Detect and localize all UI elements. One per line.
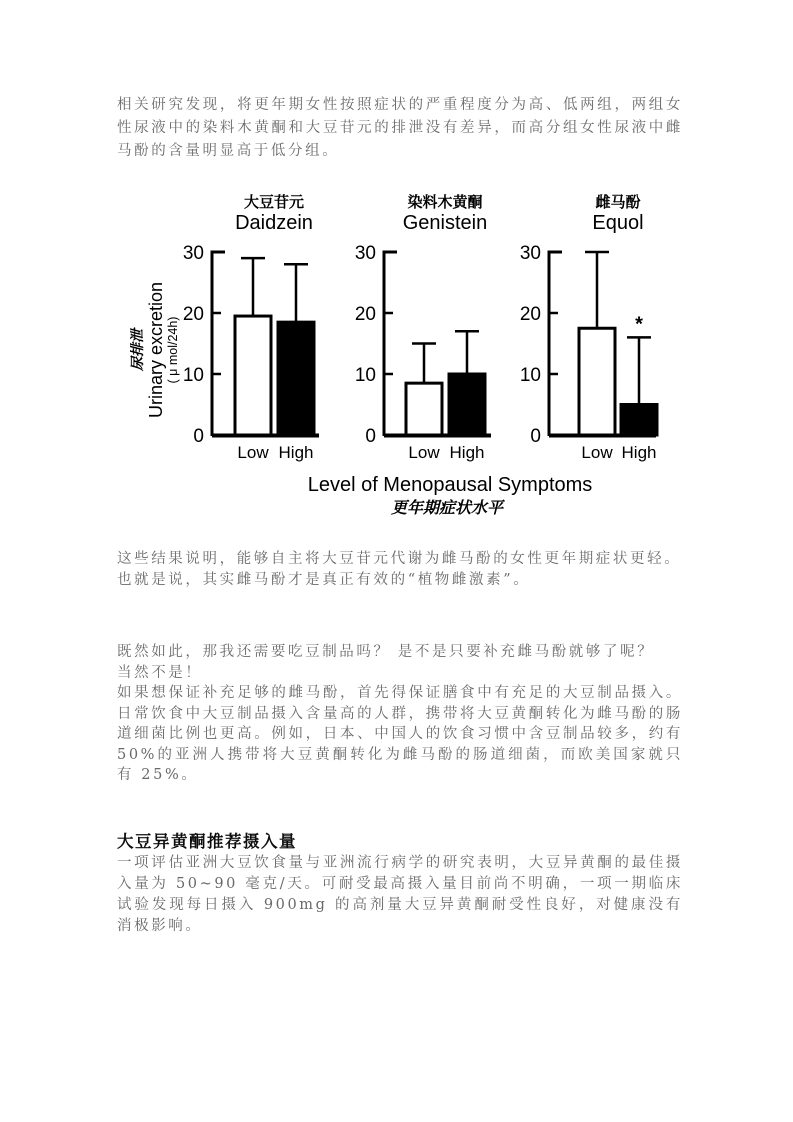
category-label: High xyxy=(278,443,314,462)
bar-high xyxy=(449,374,485,435)
results-block xyxy=(117,549,683,591)
category-label: Low xyxy=(581,443,613,462)
panel-genistein xyxy=(355,193,491,462)
bar-low xyxy=(579,328,615,435)
result-paragraph-1: 这些结果说明，能够自主将大豆苷元代谢为雌马酚的女性更年期症状更轻。 xyxy=(117,551,682,567)
y-axis-label-zh: 尿排泄 xyxy=(130,329,146,371)
panel-equol xyxy=(520,193,657,462)
panel-title-en: Equol xyxy=(592,212,644,234)
question-block xyxy=(117,642,683,786)
bar-chart-figure xyxy=(120,190,680,530)
result-paragraph-2: 也就是说，其实雌马酚才是真正有效的“植物雌激素”。 xyxy=(117,572,531,588)
y-tick-label: 20 xyxy=(354,304,376,325)
y-axis-label xyxy=(129,282,180,418)
intro-paragraph: 相关研究发现，将更年期女性按照症状的严重程度分为高、低两组，两组女性尿液中的染料木黄酮和大豆苷元的排泄没有差异，而高分组女性尿液中雌马酚的含量明显高于低分组。 xyxy=(117,97,683,159)
y-tick-label: 30 xyxy=(182,243,204,264)
panel-title-zh: 染料木黄酮 xyxy=(407,193,483,211)
y-tick-label: 0 xyxy=(365,426,376,447)
y-tick-label: 0 xyxy=(530,426,541,447)
category-label: High xyxy=(449,443,485,462)
panel-title-en: Genistein xyxy=(402,212,488,234)
panel-title-en: Daidzein xyxy=(235,212,313,234)
y-axis xyxy=(384,252,397,436)
x-axis-caption-zh: 更年期症状水平 xyxy=(390,498,504,517)
y-tick-label: 0 xyxy=(193,426,204,447)
urinary-excretion-chart xyxy=(120,190,680,530)
y-tick-label: 30 xyxy=(354,243,376,264)
y-axis-label-en: Urinary excretion xyxy=(146,281,166,419)
recommendation-paragraph: 一项评估亚洲大豆饮食量与亚洲流行病学的研究表明，大豆异黄酮的最佳摄入量为 50~90 毫克/天。可耐受最高摄入量目前尚不明确，一项一期临床试验发现每日摄入 900mg 的高剂量大豆异黄酮耐受性良好，对健康没有消极影响。 xyxy=(117,855,683,934)
y-tick-label: 10 xyxy=(354,365,376,386)
question-paragraph: 既然如此，那我还需要吃豆制品吗？ 是不是只要补充雌马酚就够了呢？ xyxy=(117,644,655,660)
bar-low xyxy=(235,316,271,435)
y-tick-label: 10 xyxy=(182,365,204,386)
panel-daidzein xyxy=(183,193,319,462)
answer-paragraph: 当然不是！ xyxy=(117,664,203,681)
y-axis xyxy=(549,252,562,436)
significance-star: * xyxy=(635,313,643,336)
y-tick-label: 20 xyxy=(182,304,204,325)
category-label: Low xyxy=(237,443,269,462)
y-axis-label-unit: ( μ mol/24h) xyxy=(166,316,180,384)
x-axis-caption-en: Level of Menopausal Symptoms xyxy=(307,474,593,496)
bar-high xyxy=(278,322,314,435)
panel-title-zh: 大豆苷元 xyxy=(243,193,305,211)
y-tick-label: 20 xyxy=(519,304,541,325)
section-heading: 大豆异黄酮推荐摄入量 xyxy=(117,833,297,851)
explanation-paragraph: 如果想保证补充足够的雌马酚，首先得保证膳食中有充足的大豆制品摄入。日常饮食中大豆制品摄入含量高的人群，携带将大豆黄酮转化为雌马酚的肠道细菌比例也更高。例如，日本、中国人的饮食习惯中含豆制品较多，约有 50%的亚洲人携带将大豆黄酮转化为雌马酚的肠道细菌，而欧美国家就只有 25%。 xyxy=(117,685,683,783)
y-tick-label: 30 xyxy=(519,243,541,264)
category-label: Low xyxy=(408,443,440,462)
y-axis xyxy=(212,252,225,436)
bar-low xyxy=(406,383,442,435)
category-label: High xyxy=(621,443,657,462)
y-tick-label: 10 xyxy=(519,365,541,386)
bar-high xyxy=(621,405,657,436)
panel-title-zh: 雌马酚 xyxy=(595,193,641,211)
